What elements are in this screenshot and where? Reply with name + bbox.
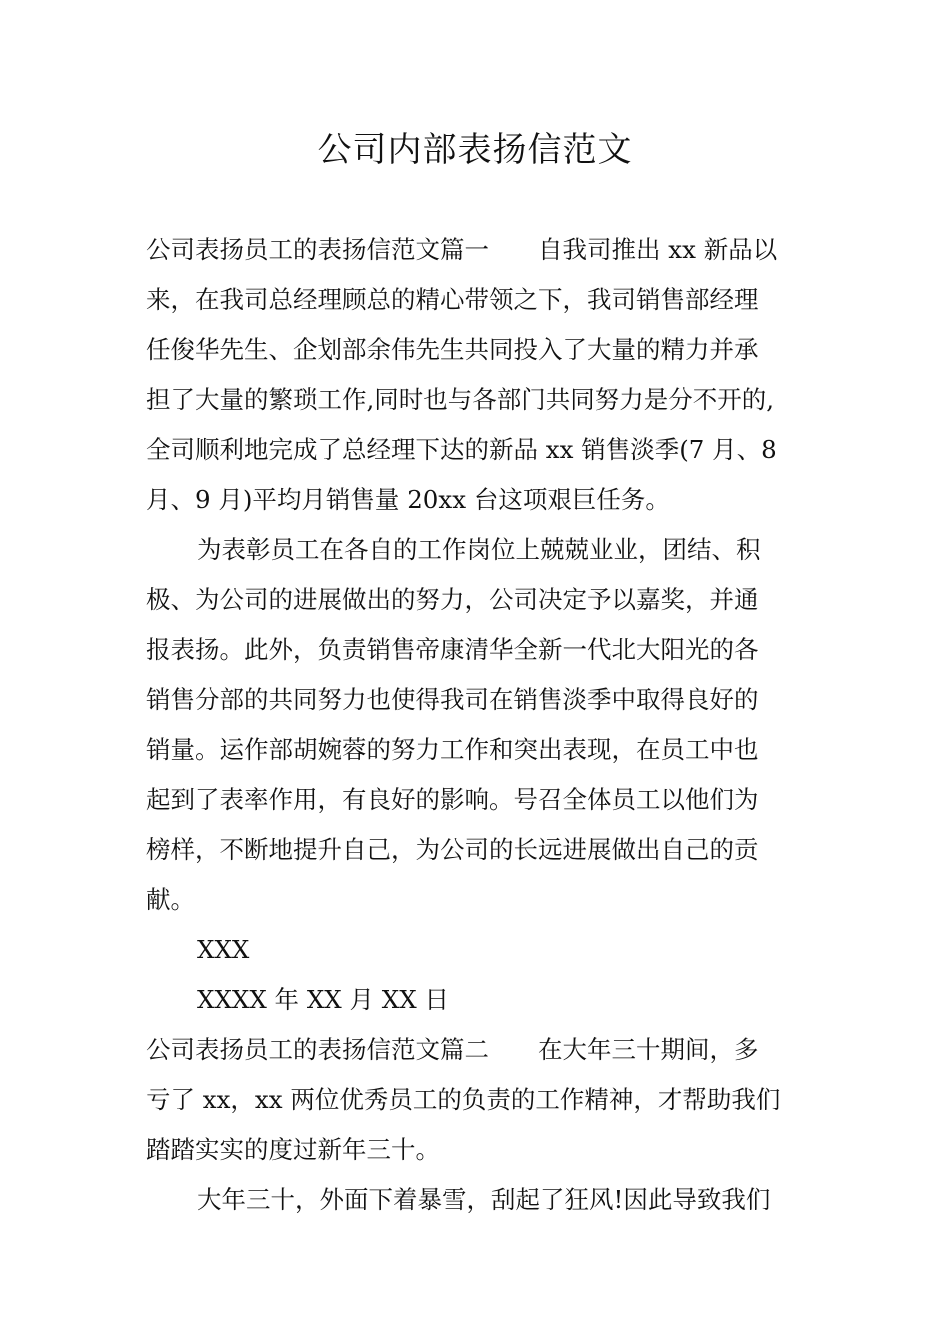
text-line: 亏了 xx，xx 两位优秀员工的负责的工作精神，才帮助我们 <box>146 1085 781 1114</box>
text-line: 任俊华先生、企划部余伟先生共同投入了大量的精力并承 <box>146 335 759 364</box>
text-line: 献。 <box>146 885 195 914</box>
text-line: 为表彰员工在各自的工作岗位上兢兢业业，团结、积 <box>197 535 761 564</box>
text-line: XXX <box>197 935 250 964</box>
text-line: 全司顺利地完成了总经理下达的新品 xx 销售淡季(7 月、8 <box>146 435 777 464</box>
text-line: 踏踏实实的度过新年三十。 <box>146 1135 440 1164</box>
document-body <box>146 225 816 1225</box>
text-line: XXXX 年 XX 月 XX 日 <box>197 985 449 1014</box>
text-line: 公司表扬员工的表扬信范文篇一 自我司推出 xx 新品以 <box>146 235 778 264</box>
text-line: 极、为公司的进展做出的努力，公司决定予以嘉奖，并通 <box>146 585 759 614</box>
text-line: 担了大量的繁琐工作,同时也与各部门共同努力是分不开的, <box>146 385 775 414</box>
text-line: 来，在我司总经理顾总的精心带领之下，我司销售部经理 <box>146 285 759 314</box>
text-line: 销量。运作部胡婉蓉的努力工作和突出表现，在员工中也 <box>146 735 759 764</box>
text-line: 起到了表率作用，有良好的影响。号召全体员工以他们为 <box>146 785 759 814</box>
text-line: 报表扬。此外，负责销售帝康清华全新一代北大阳光的各 <box>146 635 759 664</box>
text-line: 大年三十，外面下着暴雪，刮起了狂风!因此导致我们 <box>197 1185 771 1214</box>
text-line: 月、9 月)平均月销售量 20xx 台这项艰巨任务。 <box>146 485 670 514</box>
text-line: 销售分部的共同努力也使得我司在销售淡季中取得良好的 <box>146 685 759 714</box>
text-line: 榜样，不断地提升自己，为公司的长远进展做出自己的贡 <box>146 835 759 864</box>
document-title: 公司内部表扬信范文 <box>317 130 633 170</box>
text-line: 公司表扬员工的表扬信范文篇二 在大年三十期间，多 <box>146 1035 759 1064</box>
